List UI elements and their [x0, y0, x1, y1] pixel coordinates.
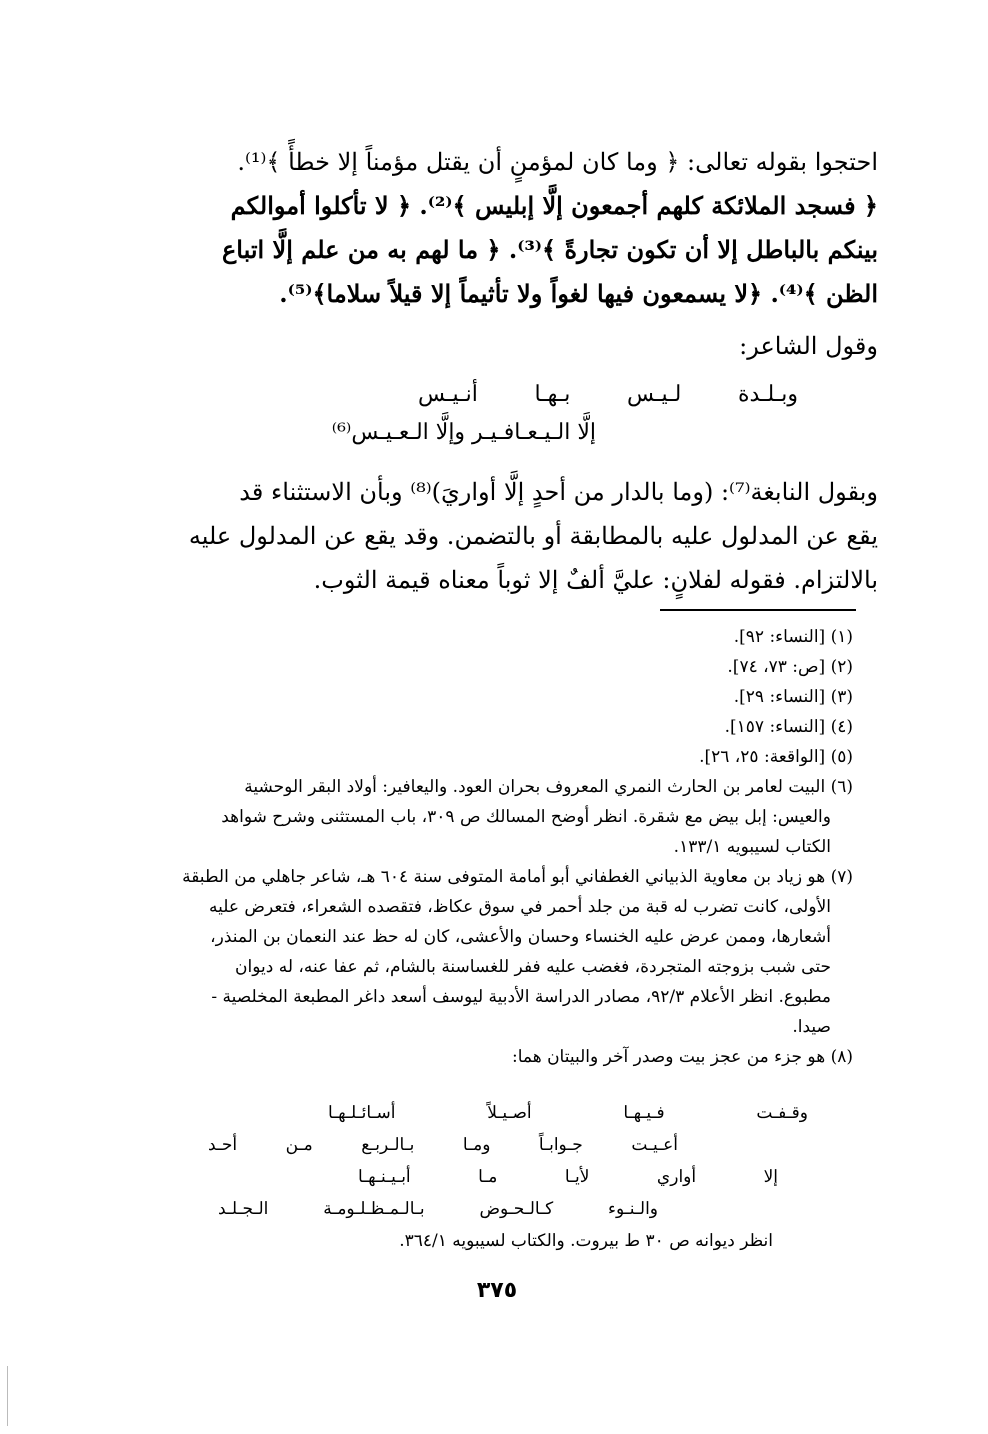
- footnote-2: (٢) [ص: ٧٣، ٧٤].: [727, 657, 853, 677]
- footnote-8-reference: انظر ديوانه ص ٣٠ ط بيروت. والكتاب لسيبويه ٣٦٤/١.: [399, 1231, 773, 1251]
- verse-second-hemistich: إلَّا الـيـعـافـيـر وإلَّا الـعـيـس⁽⁶⁾: [331, 420, 596, 445]
- footnote-separator: [660, 609, 856, 611]
- main-text-continued: [178, 470, 878, 602]
- main-line-6: يقع عن المدلول عليه بالمطابقة أو بالتضمن. وقد يقع عن المدلول عليه: [188, 522, 878, 550]
- main-line-3: بينكم بالباطل إلا أن تكون تجارةً ﴾⁽³⁾. ﴿ ما لهم به من علم إلَّا اتباع: [221, 235, 878, 264]
- main-line-5: وبقول النابغة⁽⁷⁾: (وما بالدار من أحدٍ إلَّا أواريَ)⁽⁸⁾ وبأن الاستثناء قد: [239, 478, 878, 506]
- footnote-7-line-6: صيدا.: [792, 1017, 831, 1037]
- footnote-8-poem-line-3: إلا أواري لأيـا مـا أبـيـنـهـا: [358, 1167, 778, 1187]
- footnote-7-line-3: أشعارها، وممن عرض عليه الخنساء وحسان والأعشى، كان له حظ عند النعمان بن المنذر،: [210, 927, 831, 947]
- footnote-8-poem-line-2: أعـيـت جـوابـاً ومـا بـالـربـع مـن أحـد: [208, 1135, 678, 1155]
- footnote-6-line-2: والعيس: إبل بيض مع شقرة. انظر أوضح المسالك ص ٣٠٩، باب المستثنى وشرح شواهد: [221, 807, 831, 827]
- footnote-7-line-2: الأولى، كانت تضرب له قبة من جلد أحمر في سوق عكاظ، فتقصده الشعراء، فتعرض عليه: [208, 897, 831, 917]
- footnote-7-line-5: مطبوع. انظر الأعلام ٩٢/٣، مصادر الدراسة الأدبية ليوسف أسعد داغر المطبعة المخلصية -: [211, 987, 831, 1007]
- main-text: [178, 140, 878, 368]
- main-line-2: ﴿ فسجد الملائكة كلهم أجمعون إلَّا إبليس ﴾⁽²⁾. ﴿ لا تأكلوا أموالكم: [230, 191, 878, 220]
- footnote-5: (٥) [الواقعة: ٢٥، ٢٦].: [699, 747, 853, 767]
- footnote-6-line-1: (٦) البيت لعامر بن الحارث النمري المعروف بحران العود. واليعافير: أولاد البقر الوحشية: [244, 777, 853, 797]
- main-line-1: احتجوا بقوله تعالى: ﴿ وما كان لمؤمنٍ أن يقتل مؤمناً إلا خطأً ﴾⁽¹⁾.: [237, 148, 878, 176]
- scan-edge-mark: [7, 1366, 8, 1426]
- poet-intro: وقول الشاعر:: [739, 332, 878, 360]
- footnote-3: (٣) [النساء: ٢٩].: [733, 687, 853, 707]
- footnote-7-line-4: حتى شبب بزوجته المتجردة، فغضب عليه ففر للغساسنة بالشام، ثم عفا عنه، له ديوان: [235, 957, 831, 977]
- main-line-4: الظن ﴾⁽⁴⁾. ﴿لا يسمعون فيها لغواً ولا تأثيماً إلا قيلاً سلاما﴾⁽⁵⁾.: [279, 279, 878, 308]
- footnote-8-poem-line-4: والـنـوء كـالـحـوض بـالـمـظـلـومـة الـجـلـد: [218, 1199, 658, 1219]
- footnote-8-intro: (٨) هو جزء من عجز بيت وصدر آخر والبيتان هما:: [511, 1047, 853, 1067]
- main-line-7: بالالتزام. فقوله لفلانٍ: عليَّ ألفٌ إلا ثوباً معناه قيمة الثوب.: [313, 566, 878, 594]
- footnote-8-poem-line-1: وقـفـت فـيـهـا أصـيـلاً أسـائـلـهـا: [328, 1103, 808, 1123]
- footnote-4: (٤) [النساء: ١٥٧].: [724, 717, 853, 737]
- footnote-1: (١) [النساء: ٩٢].: [733, 627, 853, 647]
- page-number: ٣٧٥: [476, 1278, 518, 1303]
- footnote-6-line-3: الكتاب لسيبويه ١٣٣/١.: [673, 837, 831, 857]
- verse-first-hemistich: وبـلـدة لـيـس بـهـا أنـيـس: [418, 382, 798, 407]
- footnote-7-line-1: (٧) هو زياد بن معاوية الذبياني الغطفاني أبو أمامة المتوفى سنة ٦٠٤ هـ، شاعر جاهلي من الطبقة: [182, 867, 853, 887]
- footnotes: [133, 622, 853, 1072]
